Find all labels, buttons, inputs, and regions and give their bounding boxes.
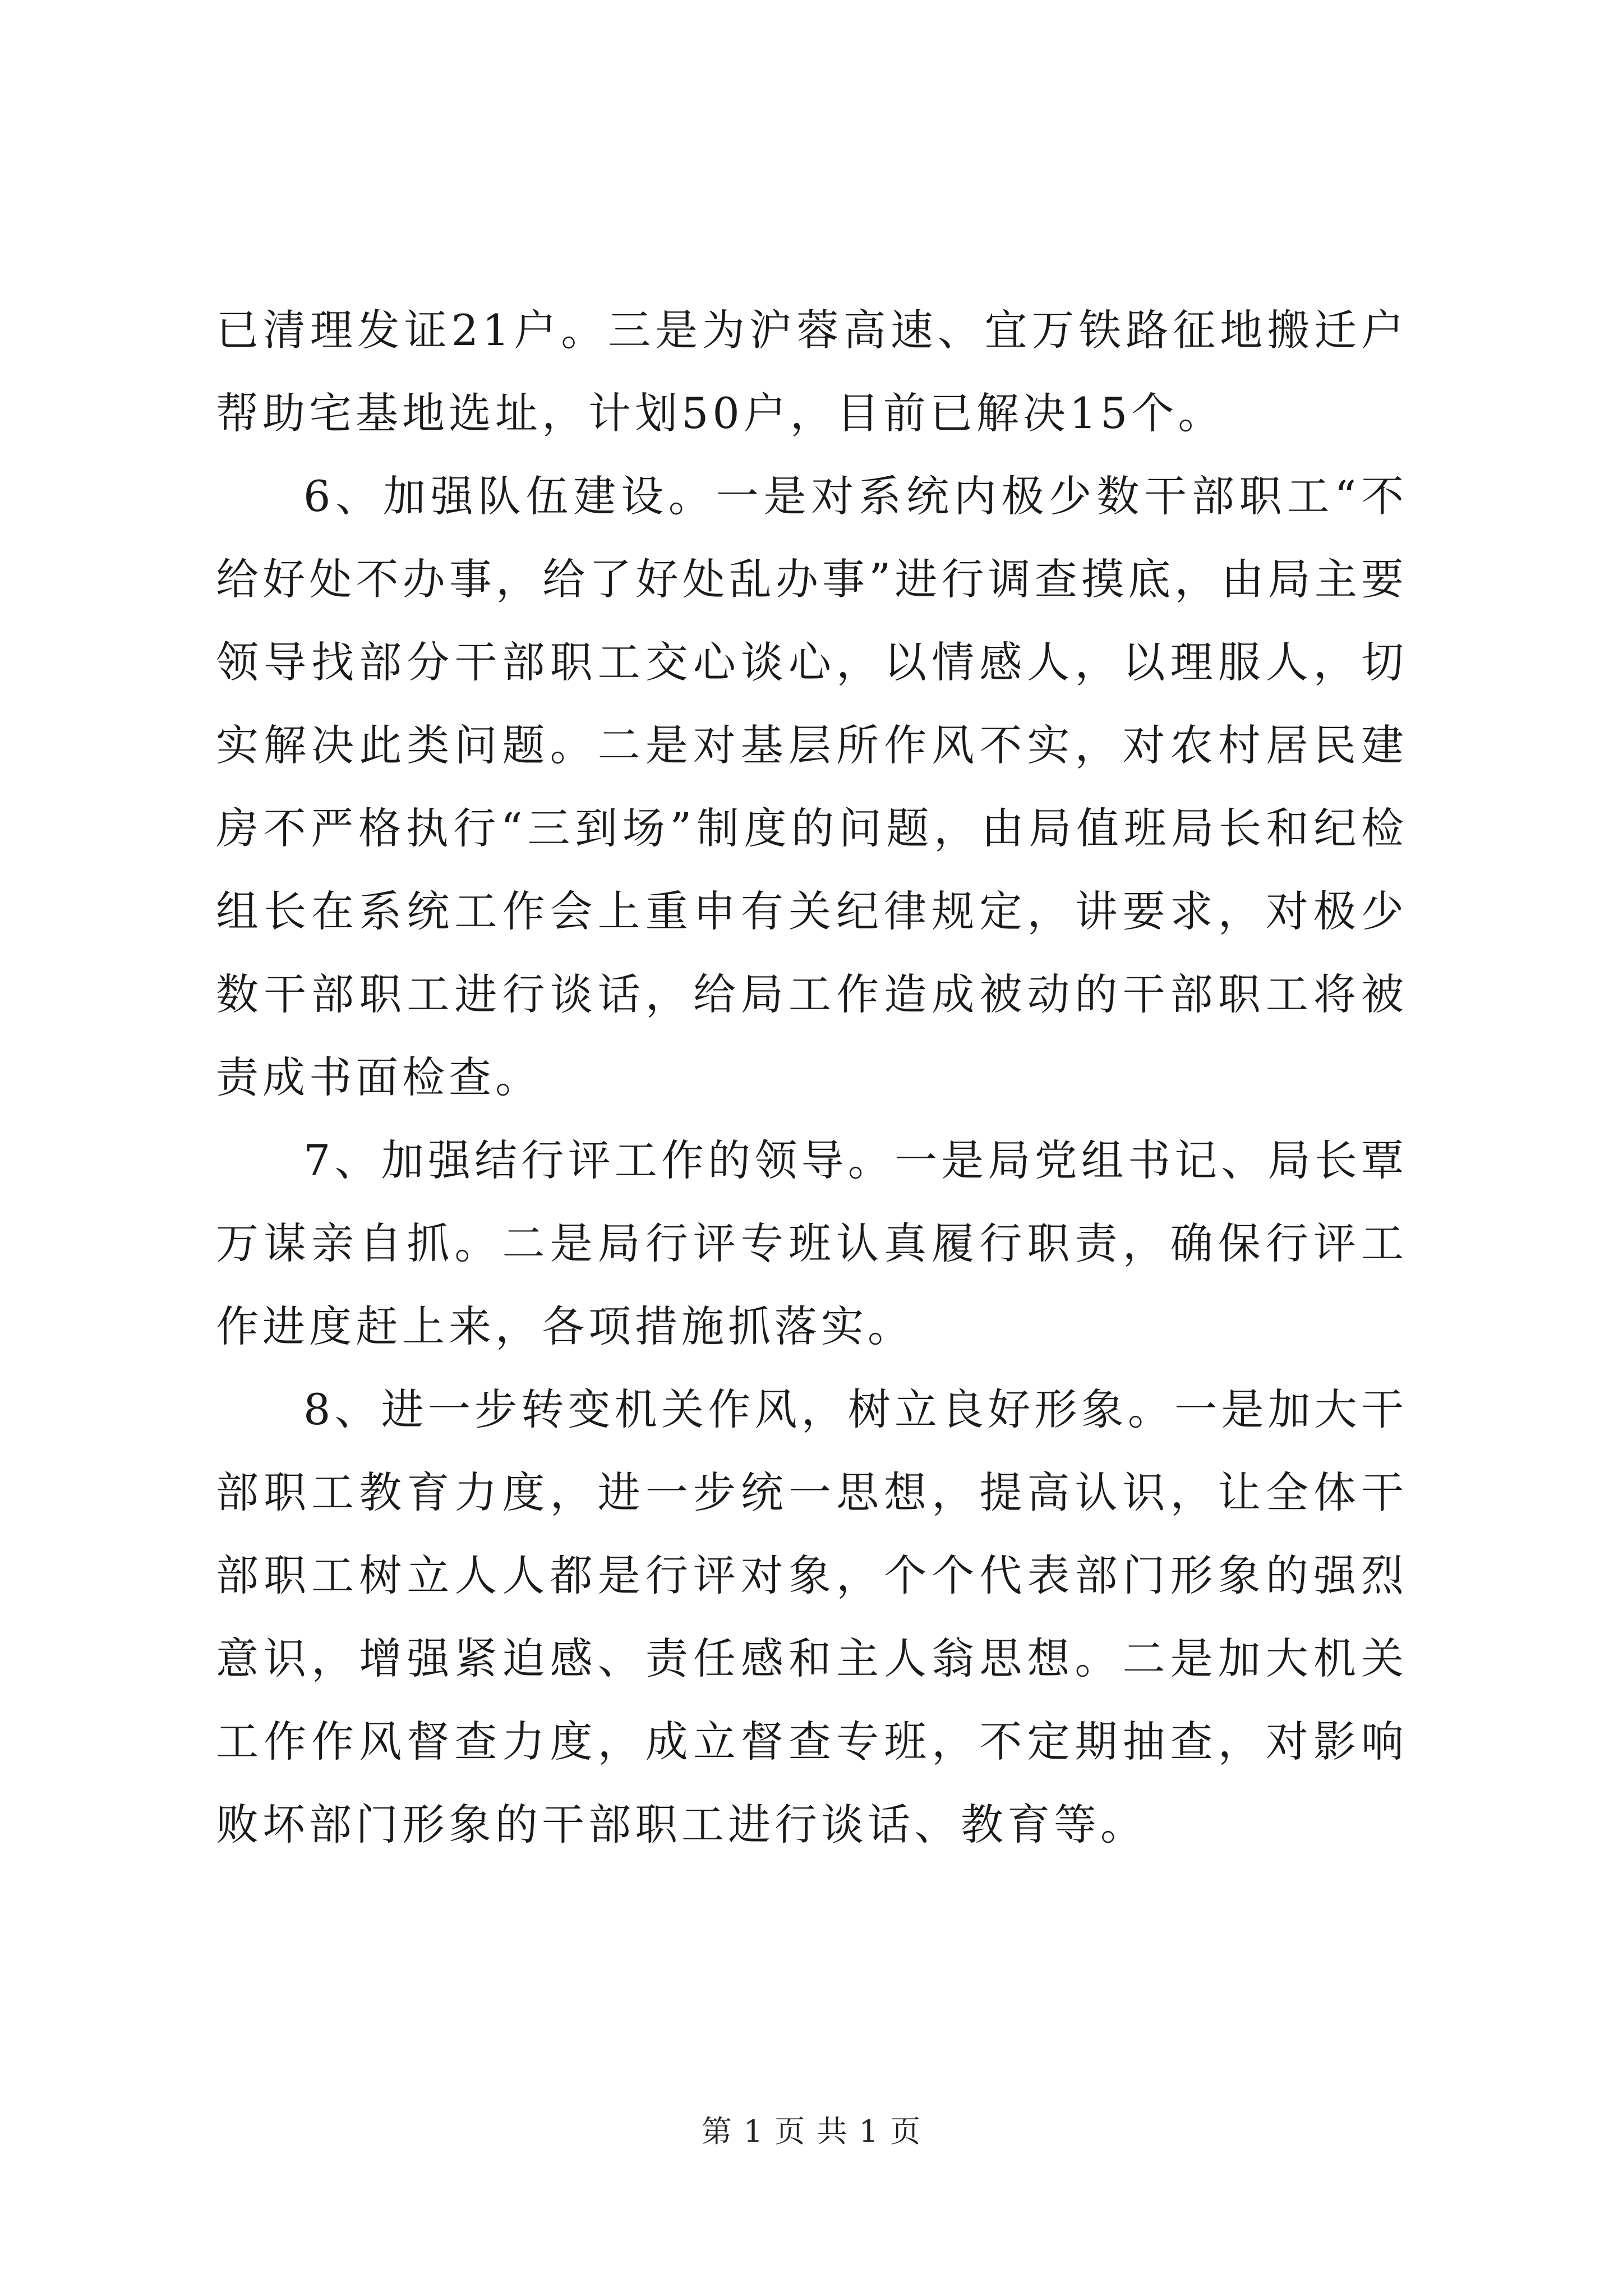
document-body [216, 289, 1408, 1866]
paragraph-continued: 已清理发证21户。三是为沪蓉高速、宜万铁路征地搬迁户帮助宅基地选址，计划50户，目前已解决15个。 [216, 305, 1408, 438]
paragraph-item-7: 7、加强结行评工作的领导。一是局党组书记、局长覃万谋亲自抓。二是局行评专班认真履行职责，确保行评工作进度赶上来，各项措施抓落实。 [216, 1135, 1408, 1351]
page-footer: 第 1 页 共 1 页 [701, 2114, 922, 2149]
paragraph-item-6: 6、加强队伍建设。一是对系统内极少数干部职工“不给好处不办事，给了好处乱办事”进行调查摸底，由局主要领导找部分干部职工交心谈心，以情感人，以理服人，切实解决此类问题。二是对基层所作风不实，对农村居民建房不严格执行“三到场”制度的问题，由局值班局长和纪检组长在系统工作会上重申有关纪律规定，讲要求，对极少数干部职工进行谈话，给局工作造成被动的干部职工将被责成书面检查。 [216, 471, 1408, 1102]
paragraph-item-8: 8、进一步转变机关作风，树立良好形象。一是加大干部职工教育力度，进一步统一思想，提高认识，让全体干部职工树立人人都是行评对象，个个代表部门形象的强烈意识，增强紧迫感、责任感和主人翁思想。二是加大机关工作作风督查力度，成立督查专班，不定期抽查，对影响败坏部门形象的干部职工进行谈话、教育等。 [216, 1384, 1408, 1849]
